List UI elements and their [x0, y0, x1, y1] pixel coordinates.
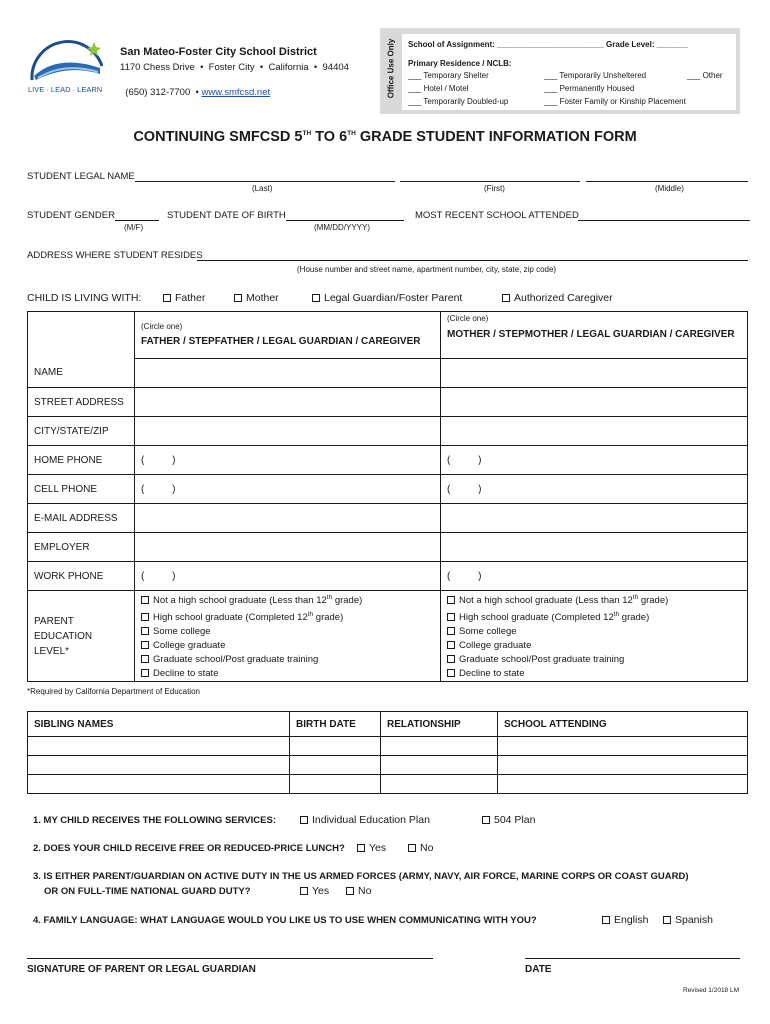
- table-row: [28, 417, 748, 446]
- address-label: ADDRESS WHERE STUDENT RESIDES: [27, 250, 203, 261]
- checkbox-icon[interactable]: [482, 816, 490, 824]
- option-label: Father: [175, 292, 206, 304]
- row-label: CITY/STATE/ZIP: [28, 417, 135, 446]
- last-hint: (Last): [252, 184, 273, 193]
- option-label: Legal Guardian/Foster Parent: [324, 292, 463, 304]
- living-guardian-option[interactable]: [312, 292, 462, 304]
- father-city-cell[interactable]: [135, 417, 441, 446]
- edu-option-label: High school graduate (Completed 12th grade): [459, 611, 650, 624]
- district-website-link[interactable]: www.smfcsd.net: [201, 87, 271, 98]
- relationship-header: RELATIONSHIP: [381, 712, 498, 737]
- edu-option[interactable]: [141, 667, 440, 681]
- checkbox-icon[interactable]: [141, 641, 149, 649]
- sibling-cell[interactable]: [498, 775, 748, 794]
- phone-paren: ( ): [447, 570, 482, 582]
- revised-note: Revised 1/2018 LM: [683, 987, 740, 994]
- office-use-label: Office Use Only: [386, 38, 396, 99]
- sibling-cell[interactable]: [290, 775, 381, 794]
- row-label: CELL PHONE: [28, 475, 135, 504]
- title-part: CONTINUING SMFCSD 5: [133, 129, 303, 145]
- question-3-cont: OR ON FULL-TIME NATIONAL GUARD DUTY?: [44, 886, 251, 897]
- mother-education-cell: [441, 591, 748, 682]
- row-label: STREET ADDRESS: [28, 388, 135, 417]
- checkbox-icon[interactable]: [346, 887, 354, 895]
- edu-option[interactable]: [141, 608, 440, 625]
- checkbox-icon[interactable]: [447, 627, 455, 635]
- sibling-cell[interactable]: [381, 737, 498, 756]
- option-label: Authorized Caregiver: [514, 292, 613, 304]
- checkbox-icon[interactable]: [163, 294, 171, 302]
- checkbox-icon[interactable]: [141, 669, 149, 677]
- circle-one-hint: (Circle one): [447, 314, 489, 323]
- sibling-cell[interactable]: [290, 756, 381, 775]
- military-no-option[interactable]: [346, 885, 371, 897]
- checkbox-icon[interactable]: [141, 627, 149, 635]
- table-row: [28, 504, 748, 533]
- table-row: [28, 562, 748, 591]
- siblings-table: [27, 711, 748, 794]
- lunch-no-option[interactable]: [408, 842, 433, 854]
- father-street-cell[interactable]: [135, 388, 441, 417]
- checkbox-icon[interactable]: [502, 294, 510, 302]
- table-row: [28, 388, 748, 417]
- edu-option[interactable]: [141, 625, 440, 639]
- edu-option-label: Decline to state: [459, 668, 525, 680]
- table-row: [28, 475, 748, 504]
- row-label: EMPLOYER: [28, 533, 135, 562]
- phone-paren: ( ): [141, 483, 176, 495]
- question-3: 3. IS EITHER PARENT/GUARDIAN ON ACTIVE DUTY IN THE US ARMED FORCES (ARMY, NAVY, AIR FORCE, MARINE CORPS OR COAST GUARD): [33, 871, 689, 882]
- logo-icon: [28, 36, 108, 82]
- table-row: [28, 737, 748, 756]
- district-address: 1170 Chess Drive • Foster City • California • 94404: [120, 62, 349, 73]
- option-label: Mother: [246, 292, 279, 304]
- gender-field[interactable]: [115, 220, 159, 221]
- row-label: E-MAIL ADDRESS: [28, 504, 135, 533]
- res-hotel-motel: ___ Hotel / Motel: [408, 84, 469, 93]
- option-label: No: [420, 842, 434, 854]
- 504-plan-option[interactable]: [482, 814, 535, 826]
- father-email-cell[interactable]: [135, 504, 441, 533]
- dob-label: STUDENT DATE OF BIRTH: [167, 210, 286, 221]
- table-row: [28, 446, 748, 475]
- living-father-option[interactable]: [163, 292, 205, 304]
- district-logo: [28, 36, 108, 94]
- sibling-cell[interactable]: [290, 737, 381, 756]
- phone-paren: ( ): [141, 454, 176, 466]
- checkbox-icon[interactable]: [141, 613, 149, 621]
- edu-option[interactable]: [141, 591, 440, 608]
- lunch-yes-option[interactable]: [357, 842, 386, 854]
- edu-option[interactable]: [141, 639, 440, 653]
- recent-school-field[interactable]: [578, 220, 750, 221]
- edu-option[interactable]: [447, 625, 747, 639]
- ordinal-sup: th: [613, 611, 620, 619]
- father-home-phone-cell[interactable]: [135, 446, 441, 475]
- date-field[interactable]: [525, 958, 740, 959]
- checkbox-icon[interactable]: [300, 887, 308, 895]
- checkbox-icon[interactable]: [447, 596, 455, 604]
- edu-option[interactable]: [141, 653, 440, 667]
- circle-one-hint: (Circle one): [141, 322, 183, 331]
- district-phone: (650) 312-7700 •: [125, 87, 202, 98]
- gender-hint: (M/F): [124, 223, 144, 232]
- checkbox-icon[interactable]: [602, 916, 610, 924]
- edu-option-label: College graduate: [459, 640, 532, 652]
- mother-name-cell[interactable]: [441, 359, 748, 388]
- spanish-option[interactable]: [663, 914, 713, 926]
- question-4: 4. FAMILY LANGUAGE: WHAT LANGUAGE WOULD YOU LIKE US TO USE WHEN COMMUNICATING WITH YOU?: [33, 915, 537, 926]
- checkbox-icon[interactable]: [663, 916, 671, 924]
- edu-option-label: College graduate: [153, 640, 226, 652]
- siblings-header-row: [28, 712, 748, 737]
- district-phone-web: [120, 76, 270, 98]
- row-label: HOME PHONE: [28, 446, 135, 475]
- sibling-cell[interactable]: [28, 756, 290, 775]
- father-name-cell[interactable]: [135, 359, 441, 388]
- option-label: Individual Education Plan: [312, 814, 430, 826]
- checkbox-icon[interactable]: [357, 844, 365, 852]
- living-mother-option[interactable]: [234, 292, 279, 304]
- checkbox-icon[interactable]: [141, 655, 149, 663]
- res-doubled-up: ___ Temporarily Doubled-up: [408, 97, 509, 106]
- iep-option[interactable]: [300, 814, 430, 826]
- empty-header-cell: [28, 312, 135, 359]
- edu-option[interactable]: [447, 667, 747, 681]
- mother-cell-phone-cell[interactable]: [441, 475, 748, 504]
- edu-option-label: Graduate school/Post graduate training: [459, 654, 625, 666]
- edu-label-line: EDUCATION: [34, 630, 93, 642]
- first-hint: (First): [484, 184, 505, 193]
- father-col-title: FATHER / STEPFATHER / LEGAL GUARDIAN / CAREGIVER: [141, 336, 421, 347]
- primary-residence-label: Primary Residence / NCLB:: [408, 59, 512, 68]
- sibling-cell[interactable]: [28, 775, 290, 794]
- ordinal-sup: th: [307, 611, 314, 619]
- checkbox-icon[interactable]: [300, 816, 308, 824]
- row-label: WORK PHONE: [28, 562, 135, 591]
- middle-hint: (Middle): [655, 184, 684, 193]
- res-temporary-shelter: ___ Temporary Shelter: [408, 71, 489, 80]
- last-name-field[interactable]: [135, 181, 395, 182]
- education-label-cell: [28, 591, 135, 682]
- sibling-names-header: SIBLING NAMES: [28, 712, 290, 737]
- edu-option-label: Some college: [459, 626, 517, 638]
- military-yes-option[interactable]: [300, 885, 329, 897]
- father-header[interactable]: [135, 312, 441, 359]
- form-title: [0, 129, 770, 145]
- edu-option[interactable]: [447, 653, 747, 667]
- sibling-cell[interactable]: [381, 756, 498, 775]
- district-name: San Mateo-Foster City School District: [120, 46, 317, 58]
- checkbox-icon[interactable]: [447, 669, 455, 677]
- table-row: [28, 533, 748, 562]
- father-work-phone-cell[interactable]: [135, 562, 441, 591]
- question-2: 2. DOES YOUR CHILD RECEIVE FREE OR REDUCED-PRICE LUNCH?: [33, 843, 345, 854]
- signature-label: SIGNATURE OF PARENT OR LEGAL GUARDIAN: [27, 964, 256, 975]
- student-gender-label: STUDENT GENDER: [27, 210, 115, 221]
- sibling-cell[interactable]: [498, 756, 748, 775]
- dob-hint: (MM/DD/YYYY): [314, 223, 370, 232]
- father-employer-cell[interactable]: [135, 533, 441, 562]
- mother-work-phone-cell[interactable]: [441, 562, 748, 591]
- table-row: [28, 359, 748, 388]
- option-label: Yes: [369, 842, 387, 854]
- mother-employer-cell[interactable]: [441, 533, 748, 562]
- school-attending-header: SCHOOL ATTENDING: [498, 712, 748, 737]
- address-field[interactable]: [197, 260, 748, 261]
- title-sup: TH: [347, 130, 356, 138]
- address-hint: (House number and street name, apartment number, city, state, zip code): [297, 265, 557, 274]
- mother-col-title: MOTHER / STEPMOTHER / LEGAL GUARDIAN / CAREGIVER: [447, 329, 735, 340]
- date-label: DATE: [525, 964, 552, 975]
- checkbox-icon[interactable]: [447, 641, 455, 649]
- parent-header-row: [28, 312, 748, 359]
- sibling-cell[interactable]: [498, 737, 748, 756]
- signature-field[interactable]: [27, 958, 433, 959]
- title-part: TO 6: [311, 129, 348, 145]
- ordinal-sup: th: [326, 594, 333, 601]
- student-legal-name-label: STUDENT LEGAL NAME: [27, 171, 135, 182]
- education-row: [28, 591, 748, 682]
- required-note: *Required by California Department of Education: [27, 687, 200, 696]
- phone-paren: ( ): [447, 454, 482, 466]
- dob-field[interactable]: [286, 220, 404, 221]
- edu-label-line: PARENT: [34, 615, 74, 627]
- option-label: 504 Plan: [494, 814, 536, 826]
- checkbox-icon[interactable]: [408, 844, 416, 852]
- ordinal-sup: th: [632, 594, 639, 601]
- question-1: 1. MY CHILD RECEIVES THE FOLLOWING SERVICES:: [33, 815, 276, 826]
- father-cell-phone-cell[interactable]: [135, 475, 441, 504]
- phone-paren: ( ): [141, 570, 176, 582]
- option-label: English: [614, 914, 649, 926]
- school-of-assignment: School of Assignment: ________________________ Grade Level: _______: [408, 40, 688, 49]
- living-caregiver-option[interactable]: [502, 292, 613, 304]
- edu-option[interactable]: [447, 639, 747, 653]
- mother-home-phone-cell[interactable]: [441, 446, 748, 475]
- checkbox-icon[interactable]: [447, 655, 455, 663]
- option-label: Spanish: [675, 914, 713, 926]
- birth-date-header: BIRTH DATE: [290, 712, 381, 737]
- mother-street-cell[interactable]: [441, 388, 748, 417]
- option-label: No: [358, 885, 372, 897]
- checkbox-icon[interactable]: [312, 294, 320, 302]
- father-education-cell: [135, 591, 441, 682]
- checkbox-icon[interactable]: [141, 596, 149, 604]
- sibling-cell[interactable]: [28, 737, 290, 756]
- phone-paren: ( ): [447, 483, 482, 495]
- office-use-box: [380, 28, 740, 114]
- recent-school-label: MOST RECENT SCHOOL ATTENDED: [415, 210, 579, 221]
- res-temporarily-unsheltered: ___ Temporarily Unsheltered: [544, 71, 647, 80]
- edu-option-label: Not a high school graduate (Less than 12th grade): [153, 594, 363, 607]
- middle-name-field[interactable]: [586, 181, 748, 182]
- title-part: GRADE STUDENT INFORMATION FORM: [355, 129, 637, 145]
- parent-info-table: [27, 311, 748, 682]
- res-permanently-housed: ___ Permanently Housed: [544, 84, 635, 93]
- english-option[interactable]: [602, 914, 648, 926]
- checkbox-icon[interactable]: [234, 294, 242, 302]
- table-row: [28, 756, 748, 775]
- option-label: Yes: [312, 885, 330, 897]
- res-other: ___ Other: [687, 71, 723, 80]
- edu-option-label: High school graduate (Completed 12th grade): [153, 611, 344, 624]
- mother-header[interactable]: [441, 312, 748, 359]
- edu-label-line: LEVEL*: [34, 645, 70, 657]
- edu-option[interactable]: [447, 608, 747, 625]
- edu-option-label: Graduate school/Post graduate training: [153, 654, 319, 666]
- edu-option-label: Decline to state: [153, 668, 219, 680]
- title-sup: TH: [302, 130, 312, 138]
- edu-option-label: Not a high school graduate (Less than 12th grade): [459, 594, 669, 607]
- table-row: [28, 775, 748, 794]
- checkbox-icon[interactable]: [447, 613, 455, 621]
- sibling-cell[interactable]: [381, 775, 498, 794]
- first-name-field[interactable]: [400, 181, 580, 182]
- living-with-label: CHILD IS LIVING WITH:: [27, 292, 142, 304]
- mother-email-cell[interactable]: [441, 504, 748, 533]
- row-label: NAME: [28, 359, 135, 388]
- mother-city-cell[interactable]: [441, 417, 748, 446]
- res-foster-family: ___ Foster Family or Kinship Placement: [544, 97, 686, 106]
- edu-option-label: Some college: [153, 626, 211, 638]
- edu-option[interactable]: [447, 591, 747, 608]
- logo-tagline: LIVE · LEAD · LEARN: [28, 85, 103, 94]
